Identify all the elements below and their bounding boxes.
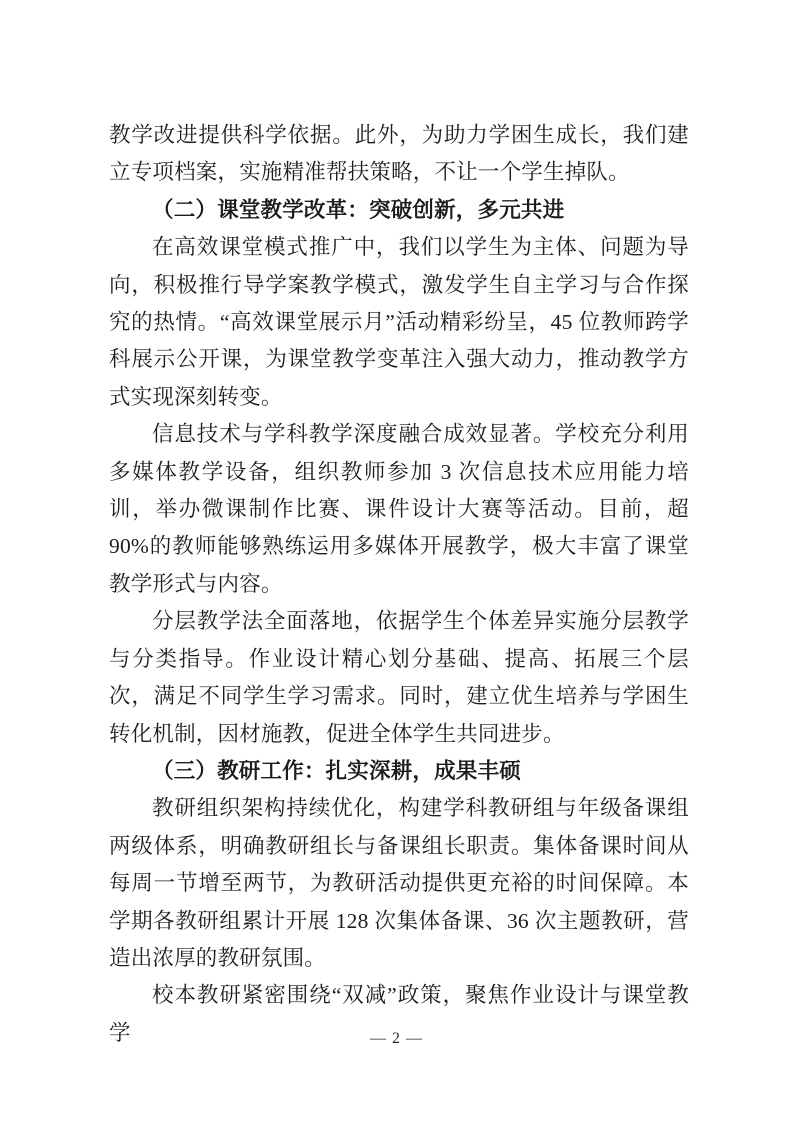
document-body bbox=[109, 117, 689, 1052]
paragraph: 教研组织架构持续优化，构建学科教研组与年级备课组两级体系，明确教研组长与备课组长职责。集体备课时间从每周一节增至两节，为教研活动提供更充裕的时间保障。本学期各教研组累计开展 128 次集体备课、36 次主题教研，营造出浓厚的教研氛围。 bbox=[109, 796, 689, 970]
paragraph-continuation: 教学改进提供科学依据。此外，为助力学困生成长，我们建立专项档案，实施精准帮扶策略，不让一个学生掉队。 bbox=[109, 123, 689, 185]
page-number: — 2 — bbox=[370, 1030, 423, 1047]
section-heading-3: （三）教研工作：扎实深耕，成果丰硕 bbox=[152, 758, 521, 783]
paragraph-partial: 校本教研紧密围绕“双减”政策，聚焦作业设计与课堂教学 bbox=[109, 983, 689, 1045]
section-heading-2: （二）课堂教学改革：突破创新，多元共进 bbox=[152, 197, 565, 222]
paragraph: 在高效课堂模式推广中，我们以学生为主体、问题为导向，积极推行导学案教学模式，激发学生自主学习与合作探究的热情。“高效课堂展示月”活动精彩纷呈，45 位教师跨学科展示公开课，为课堂教学变革注入强大动力，推动教学方式实现深刻转变。 bbox=[109, 235, 689, 409]
paragraph: 信息技术与学科教学深度融合成效显著。学校充分利用多媒体教学设备，组织教师参加 3 次信息技术应用能力培训，举办微课制作比赛、课件设计大赛等活动。目前，超 90%的教师能够熟练运用多媒体开展教学，极大丰富了课堂教学形式与内容。 bbox=[109, 422, 689, 596]
paragraph: 分层教学法全面落地，依据学生个体差异实施分层教学与分类指导。作业设计精心划分基础、提高、拓展三个层次，满足不同学生学习需求。同时，建立优生培养与学困生转化机制，因材施教，促进全体学生共同进步。 bbox=[109, 609, 689, 746]
